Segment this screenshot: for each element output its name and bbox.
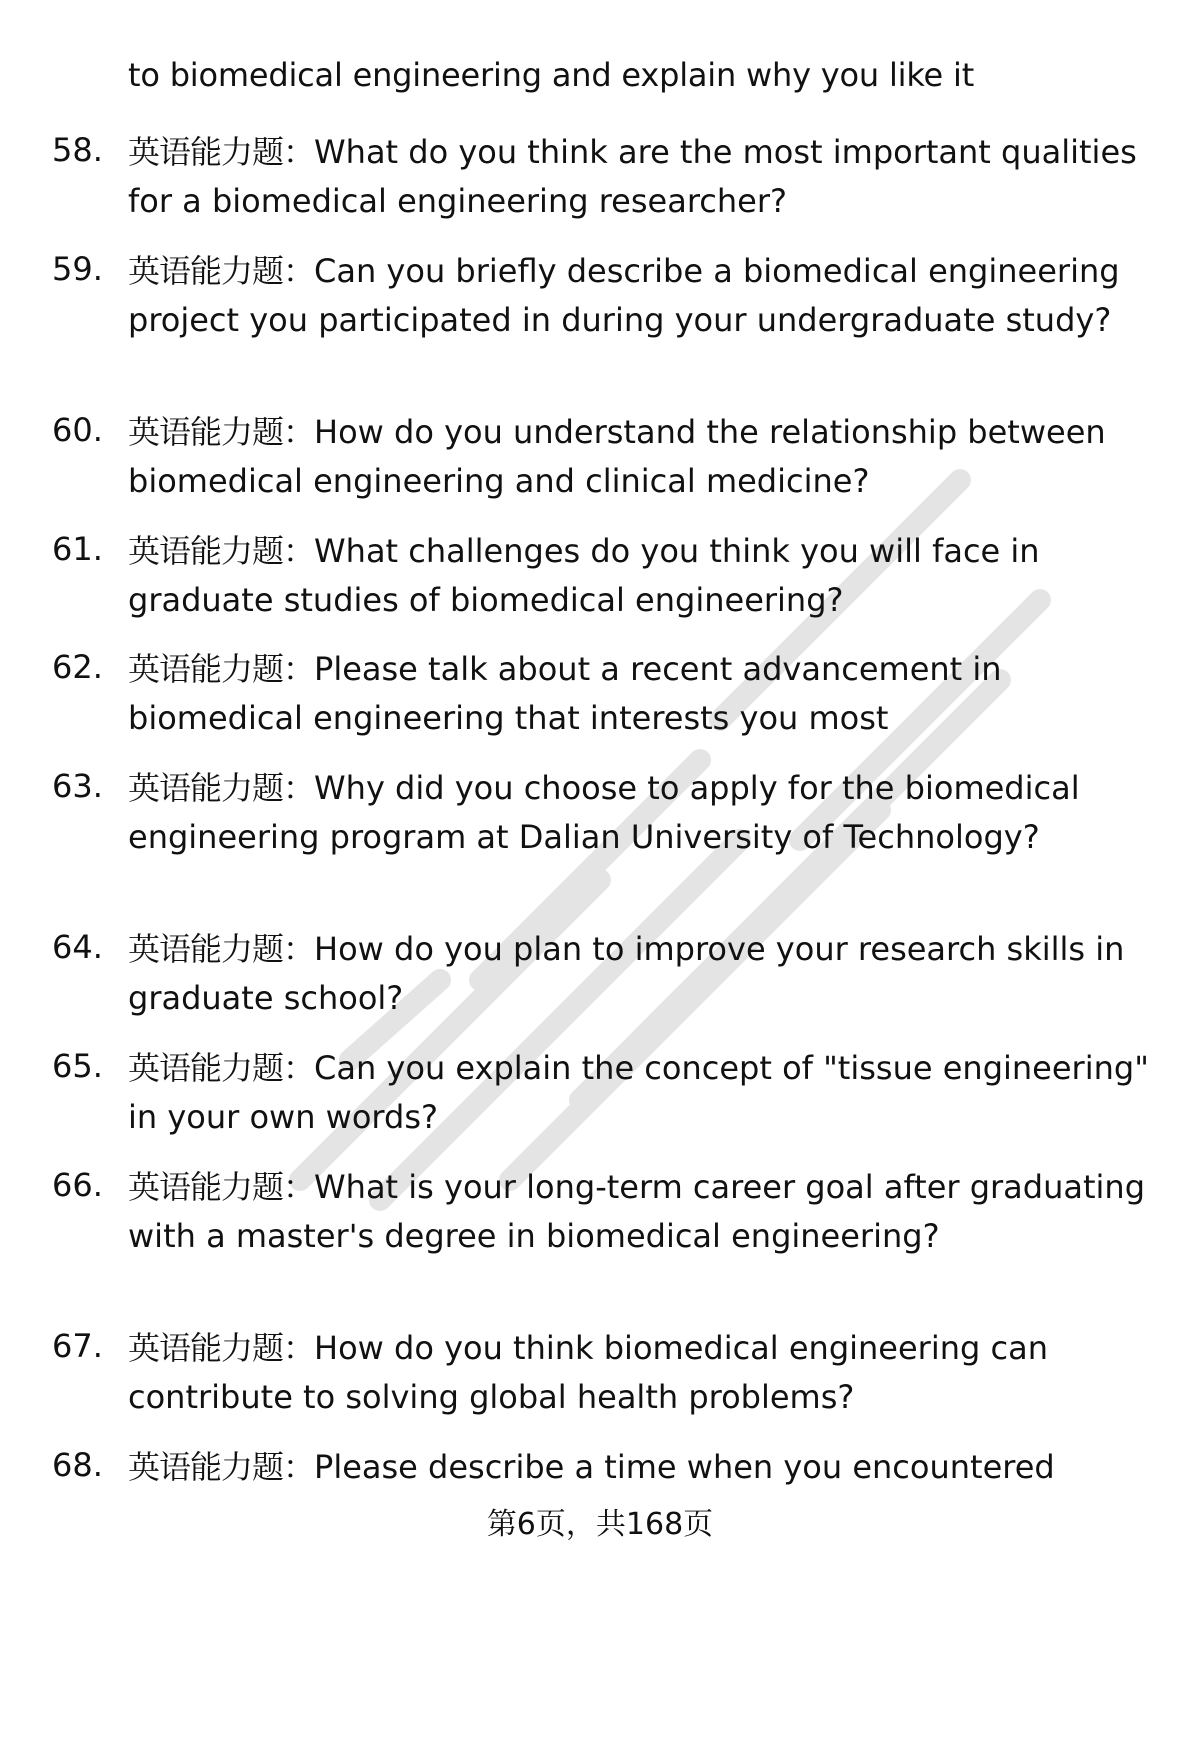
- question-body: [128, 1163, 1158, 1260]
- question-category-prefix: 英语能力题：: [128, 252, 315, 290]
- question-category-prefix: 英语能力题：: [128, 133, 315, 171]
- question-category-prefix: 英语能力题：: [128, 930, 315, 968]
- question-body: [128, 527, 1158, 624]
- question-category-prefix: 英语能力题：: [128, 1168, 315, 1206]
- question-body: [128, 1324, 1158, 1421]
- question-number: 63.: [52, 767, 103, 805]
- question-text: Can you briefly describe a biomedical engineering project you participated in during your undergraduate study?: [128, 252, 1120, 339]
- question-category-prefix: 英语能力题：: [128, 1329, 315, 1367]
- continuation-line: to biomedical engineering and explain why you like it: [128, 56, 975, 94]
- question-text: Why did you choose to apply for the biomedical engineering program at Dalian University of Technology?: [128, 769, 1080, 856]
- question-body: [128, 925, 1158, 1022]
- question-body: [128, 764, 1158, 861]
- question-body: [128, 128, 1158, 225]
- question-text: What is your long-term career goal after graduating with a master's degree in biomedical engineering?: [128, 1168, 1146, 1255]
- question-number: 62.: [52, 648, 103, 686]
- page-indicator: 第6页，共168页: [486, 1507, 714, 1542]
- question-number: 66.: [52, 1166, 103, 1204]
- question-text: What challenges do you think you will face in graduate studies of biomedical engineering?: [128, 532, 1040, 619]
- question-text: How do you plan to improve your research skills in graduate school?: [128, 930, 1125, 1017]
- question-number: 59.: [52, 250, 103, 288]
- question-category-prefix: 英语能力题：: [128, 413, 315, 451]
- question-number: 68.: [52, 1446, 103, 1484]
- question-category-prefix: 英语能力题：: [128, 532, 315, 570]
- question-number: 61.: [52, 530, 103, 568]
- question-body: [128, 645, 1158, 742]
- question-text: Can you explain the concept of "tissue engineering" in your own words?: [128, 1049, 1149, 1136]
- question-text: Please talk about a recent advancement in biomedical engineering that interests you most: [128, 650, 1002, 737]
- question-text: Please describe a time when you encountered: [314, 1448, 1055, 1486]
- question-text: What do you think are the most important qualities for a biomedical engineering researcher?: [128, 133, 1137, 220]
- question-number: 58.: [52, 131, 103, 169]
- question-body: [128, 408, 1158, 505]
- question-body: [128, 1443, 1158, 1492]
- question-text: How do you think biomedical engineering can contribute to solving global health problems?: [128, 1329, 1048, 1416]
- question-category-prefix: 英语能力题：: [128, 1049, 315, 1087]
- question-text: How do you understand the relationship between biomedical engineering and clinical medicine?: [128, 413, 1106, 500]
- question-number: 60.: [52, 411, 103, 449]
- question-body: [128, 1044, 1158, 1141]
- question-number: 67.: [52, 1327, 103, 1365]
- question-number: 65.: [52, 1047, 103, 1085]
- question-number: 64.: [52, 928, 103, 966]
- question-category-prefix: 英语能力题：: [128, 650, 315, 688]
- question-body: [128, 247, 1158, 344]
- question-category-prefix: 英语能力题：: [128, 769, 315, 807]
- question-category-prefix: 英语能力题：: [128, 1448, 315, 1486]
